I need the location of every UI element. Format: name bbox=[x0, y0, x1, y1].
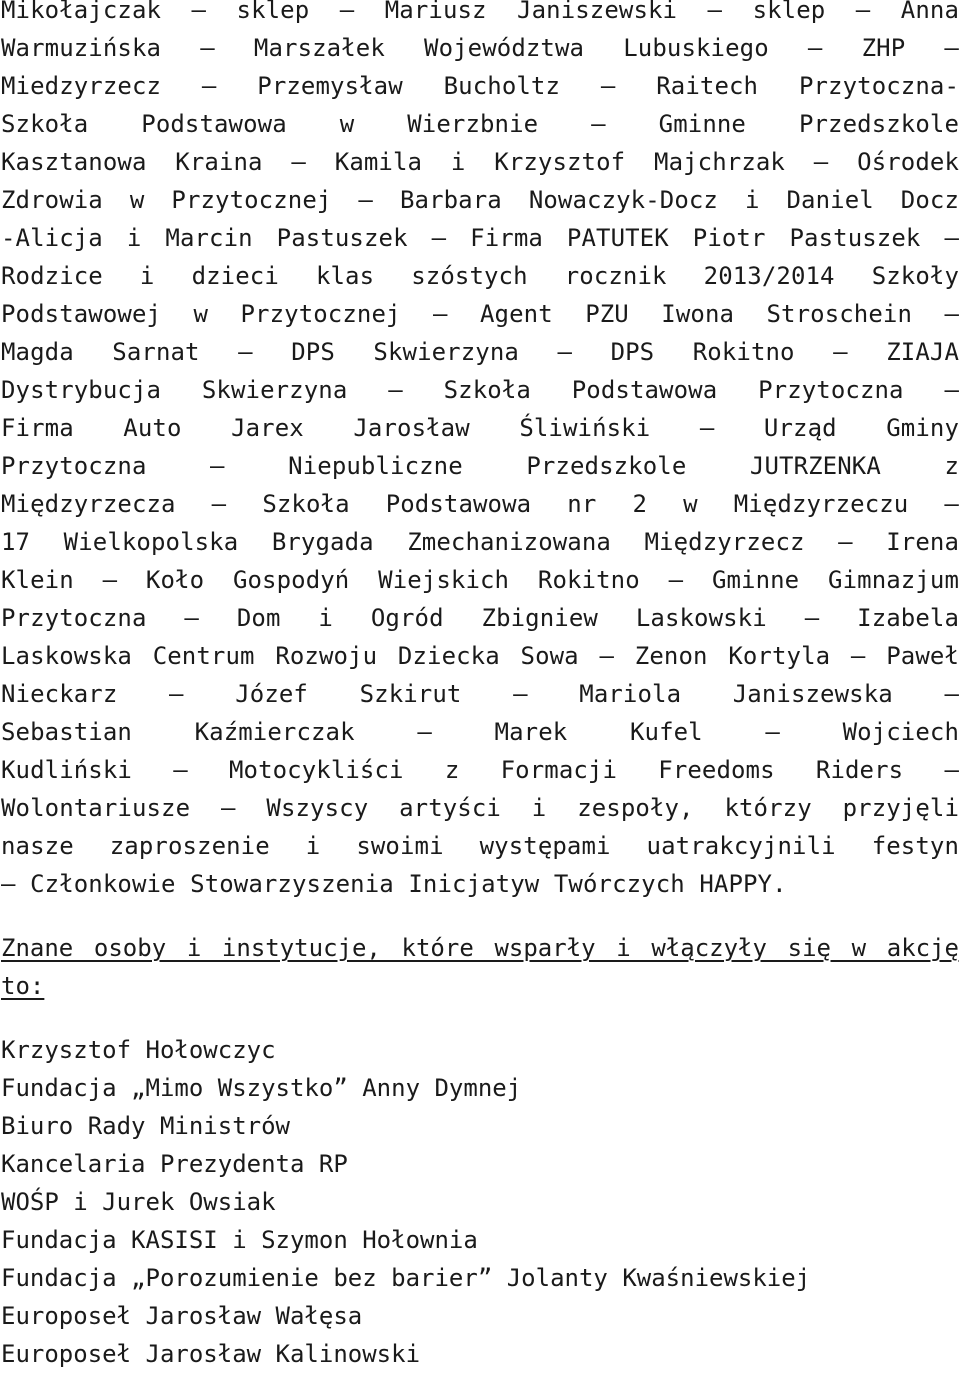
paragraph-line: – Członkowie Stowarzyszenia Inicjatyw Twórczych HAPPY. bbox=[1, 870, 787, 898]
paragraph-line: -Alicja i Marcin Pastuszek – Firma PATUTEK Piotr Pastuszek – bbox=[1, 224, 959, 252]
paragraph-line: nasze zaproszenie i swoimi występami uatrakcyjnili festyn bbox=[1, 832, 959, 860]
paragraph-line: Klein – Koło Gospodyń Wiejskich Rokitno – Gminne Gimnazjum bbox=[1, 566, 959, 594]
heading-line: to: bbox=[1, 972, 45, 1000]
list-item: Fundacja „Porozumienie bez barier” Jolanty Kwaśniewskiej bbox=[1, 1264, 811, 1292]
paragraph-line: Dystrybucja Skwierzyna – Szkoła Podstawowa Przytoczna – bbox=[1, 376, 959, 404]
thanks-paragraph bbox=[1, 0, 959, 903]
list-item: Fundacja „Mimo Wszystko” Anny Dymnej bbox=[1, 1074, 522, 1102]
supporters-heading bbox=[1, 929, 959, 1005]
paragraph-line: Magda Sarnat – DPS Skwierzyna – DPS Rokitno – ZIAJA bbox=[1, 338, 959, 366]
paragraph-line: Nieckarz – Józef Szkirut – Mariola Janiszewska – bbox=[1, 680, 959, 708]
paragraph-line: Kudliński – Motocykliści z Formacji Freedoms Riders – bbox=[1, 756, 959, 784]
list-item: WOŚP i Jurek Owsiak bbox=[1, 1188, 276, 1216]
paragraph-line: Laskowska Centrum Rozwoju Dziecka Sowa – Zenon Kortyla – Paweł bbox=[1, 642, 959, 670]
paragraph-line: Przytoczna – Dom i Ogród Zbigniew Laskowski – Izabela bbox=[1, 604, 959, 632]
paragraph-line: Wolontariusze – Wszyscy artyści i zespoły, którzy przyjęli bbox=[1, 794, 959, 822]
list-item: Kancelaria Prezydenta RP bbox=[1, 1150, 348, 1178]
supporters-list bbox=[1, 1031, 810, 1373]
paragraph-line: Międzyrzecza – Szkoła Podstawowa nr 2 w Międzyrzeczu – bbox=[1, 490, 959, 518]
paragraph-line: Miedzyrzecz – Przemysław Bucholtz – Raitech Przytoczna- bbox=[1, 72, 959, 100]
paragraph-line: Szkoła Podstawowa w Wierzbnie – Gminne Przedszkole bbox=[1, 110, 959, 138]
list-item: Europoseł Jarosław Wałęsa bbox=[1, 1302, 363, 1330]
paragraph-line: Zdrowia w Przytocznej – Barbara Nowaczyk-Docz i Daniel Docz bbox=[1, 186, 959, 214]
list-item: Biuro Rady Ministrów bbox=[1, 1112, 290, 1140]
list-item: Fundacja KASISI i Szymon Hołownia bbox=[1, 1226, 478, 1254]
paragraph-line: Przytoczna – Niepubliczne Przedszkole JUTRZENKA z bbox=[1, 452, 959, 480]
list-item: Europoseł Jarosław Kalinowski bbox=[1, 1340, 421, 1368]
paragraph-line: Kasztanowa Kraina – Kamila i Krzysztof Majchrzak – Ośrodek bbox=[1, 148, 959, 176]
paragraph-line: Firma Auto Jarex Jarosław Śliwiński – Urząd Gminy bbox=[1, 414, 959, 442]
list-item: Krzysztof Hołowczyc bbox=[1, 1036, 276, 1064]
paragraph-line: Rodzice i dzieci klas szóstych rocznik 2013/2014 Szkoły bbox=[1, 262, 959, 290]
paragraph-line: Warmuzińska – Marszałek Województwa Lubuskiego – ZHP – bbox=[1, 34, 959, 62]
heading-line: Znane osoby i instytucje, które wsparły i włączyły się w akcję bbox=[1, 934, 959, 962]
paragraph-line: Sebastian Kaźmierczak – Marek Kufel – Wojciech bbox=[1, 718, 959, 746]
paragraph-line: 17 Wielkopolska Brygada Zmechanizowana Międzyrzecz – Irena bbox=[1, 528, 959, 556]
paragraph-line: Mikołajczak – sklep – Mariusz Janiszewski – sklep – Anna bbox=[1, 0, 959, 24]
paragraph-line: Podstawowej w Przytocznej – Agent PZU Iwona Stroschein – bbox=[1, 300, 959, 328]
